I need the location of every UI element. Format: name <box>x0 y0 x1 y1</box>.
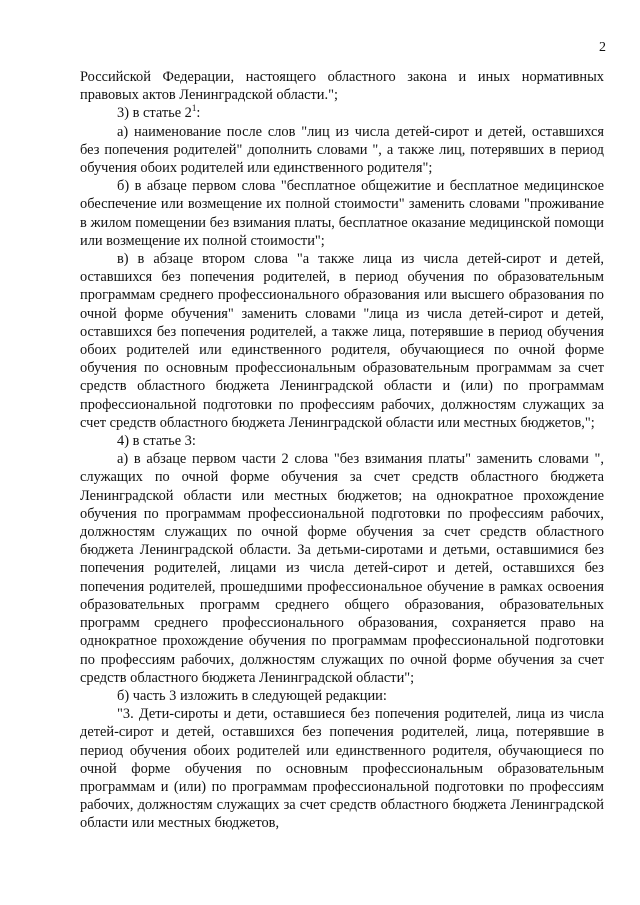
paragraph-item-3a: а) наименование после слов "лиц из числа детей-сирот и детей, оставшихся без попечения родителей" дополнить словами ", а также лиц, потерявших в период обучения обоих родителей или единственного родителя"; <box>80 123 604 177</box>
item-3-text: 3) в статье 2 <box>117 105 192 122</box>
item-3-colon: : <box>196 105 201 122</box>
paragraph-continuation: Российской Федерации, настоящего областного закона и иных нормативных правовых актов Ленинградской области."; <box>80 69 604 104</box>
paragraph-item-3b: б) в абзаце первом слова "бесплатное общежитие и бесплатное медицинское обеспечение или возмещение их полной стоимости" заменить словами "проживание в жилом помещении без взимания платы, бесплатное оказание медицинской помощи или возмещение их полной стоимости"; <box>80 178 604 249</box>
article-superscript: 1 <box>191 103 197 114</box>
paragraph-item-3v: в) в абзаце втором слова "а также лица из числа детей-сирот и детей, оставшихся без попечения родителей, в период обучения по образовательным программам среднего профессионального образования или высшего образования по очной форме обучения" заменить словами "лица из числа детей-сирот и детей, оставшихся без попечения родителей, а также лица, потерявшие в период обучения обоих родителей или единственного родителя, обучающиеся по очной форме обучения по основным профессиональным образовательным программам за счет средств областного бюджета Ленинградской области и (или) по программам профессиональной подготовки по профессиям рабочих, должностям служащих за счет средств областного бюджета Ленинградской области или местных бюджетов,"; <box>80 251 604 431</box>
page-number: 2 <box>599 40 606 55</box>
paragraph-item-3 <box>80 104 604 122</box>
document-body <box>80 68 604 833</box>
paragraph-item-4a: а) в абзаце первом части 2 слова "без взимания платы" заменить словами ", служащих по очной форме обучения за счет средств областного бюджета Ленинградской области или местных бюджетов; на однократное прохождение обучения по программам профессиональной подготовки по профессиям рабочих, должностям служащих по очной форме обучения за счет средств областного бюджета Ленинградской области. За детьми-сиротами и детьми, оставшимися без попечения родителей, лицами из числа детей-сирот и детей, оставшихся без попечения родителей, прошедшими профессиональное обучение в рамках освоения образовательных программ среднего общего образования, образовательных программ среднего профессионального образования, сохраняется право на однократное прохождение обучения по программам профессиональной подготовки по профессиям рабочих, должностям служащих по очной форме обучения за счет средств областного бюджета Ленинградской области"; <box>80 451 604 686</box>
paragraph-item-4: 4) в статье 3: <box>117 433 196 450</box>
paragraph-item-4b: б) часть 3 изложить в следующей редакции: <box>117 687 387 704</box>
paragraph-quoted-part-3: "3. Дети-сироты и дети, оставшиеся без попечения родителей, лица из числа детей-сирот и детей, оставшихся без попечения родителей, лица, потерявшие в период обучения обоих родителей или единственного родителя, обучающиеся по очной форме обучения по основным профессиональным образовательным программам и (или) по программам профессиональной подготовки по профессиям рабочих, должностям служащих за счет средств областного бюджета Ленинградской области или местных бюджетов, <box>80 706 604 832</box>
